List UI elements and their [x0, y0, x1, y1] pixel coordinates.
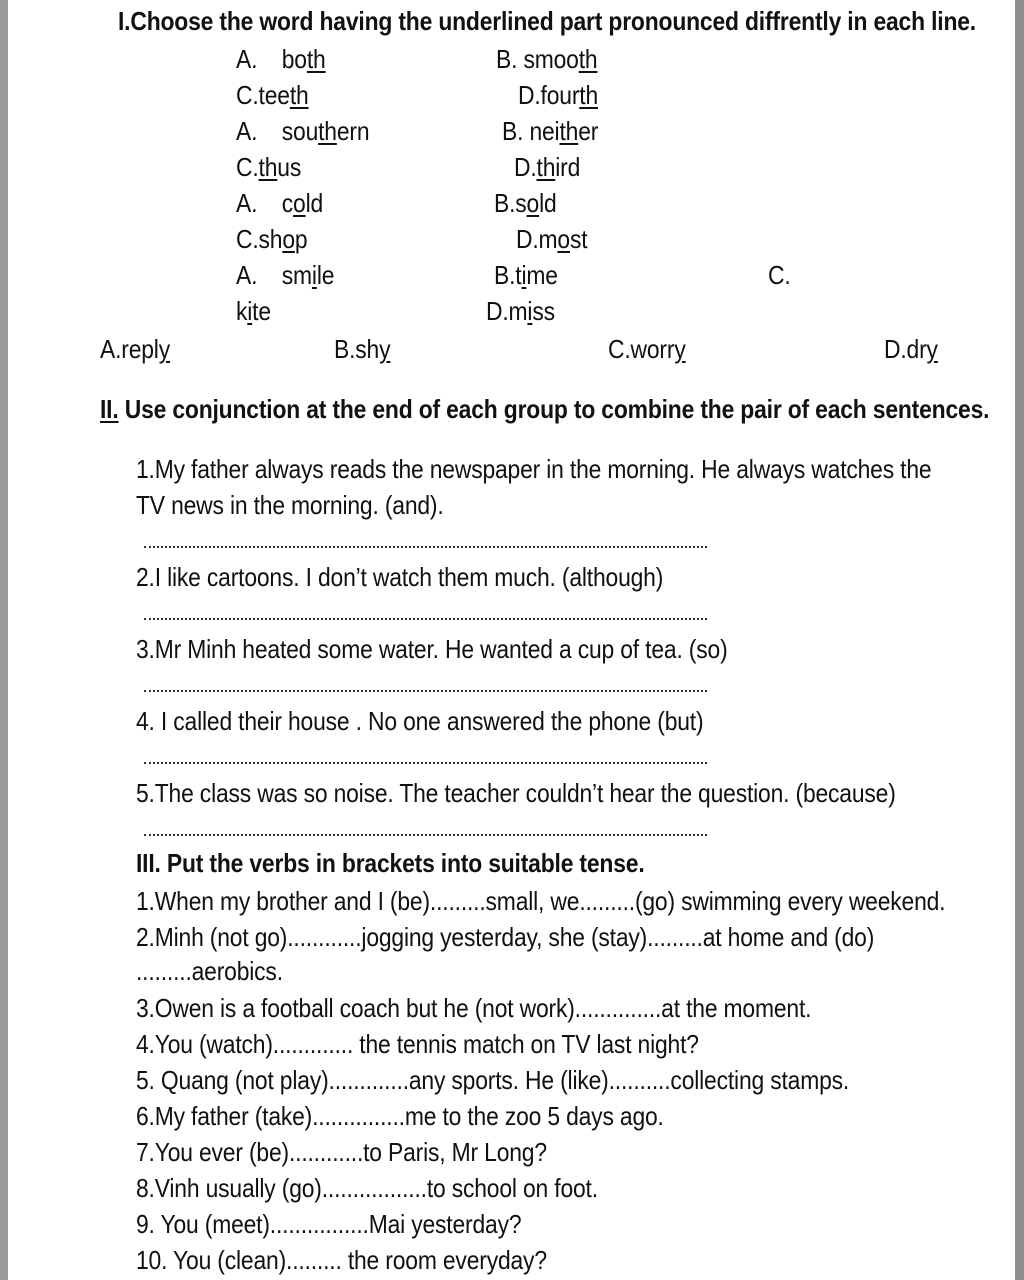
s3-line-5: 5. Quang (not play).............any sports. He (like)..........collecting stamps.	[136, 1065, 850, 1095]
answer-line-1[interactable]	[144, 546, 707, 548]
s3-line-10: 10. You (clean)......... the room everyday?	[136, 1245, 547, 1275]
s3-line-3: 3.Owen is a football coach but he (not work)..............at the moment.	[136, 993, 812, 1023]
q4-option-d: D.miss	[486, 296, 555, 326]
s3-line-1: 1.When my brother and I (be).........small, we.........(go) swimming every weekend.	[136, 886, 946, 916]
q2-option-a: A. southern	[236, 116, 370, 146]
s3-line-8: 8.Vinh usually (go).................to school on foot.	[136, 1173, 598, 1203]
s2-item-1-line-1: 1.My father always reads the newspaper in the morning. He always watches the	[136, 454, 932, 484]
q1-option-d: D.fourth	[518, 80, 599, 110]
answer-line-3[interactable]	[144, 690, 707, 692]
answer-line-4[interactable]	[144, 762, 707, 764]
q3-option-d: D.most	[516, 224, 588, 254]
viewer-frame-right	[1015, 0, 1024, 1280]
q1-option-a: A. both	[236, 44, 326, 74]
q4-option-a: A. smile	[236, 260, 335, 290]
s3-line-2-cont: .........aerobics.	[136, 956, 283, 986]
q2-option-d: D.third	[514, 152, 581, 182]
q1-option-c: C.teeth	[236, 80, 309, 110]
q5-option-d: D.dry	[884, 334, 938, 364]
answer-line-5[interactable]	[144, 834, 707, 836]
q1-option-b: B. smooth	[496, 44, 598, 74]
s2-item-4: 4. I called their house . No one answered the phone (but)	[136, 706, 704, 736]
q5-option-b: B.shy	[334, 334, 391, 364]
s2-item-3: 3.Mr Minh heated some water. He wanted a cup of tea. (so)	[136, 634, 728, 664]
s2-item-5: 5.The class was so noise. The teacher couldn’t hear the question. (because)	[136, 778, 896, 808]
q3-option-a: A. cold	[236, 188, 324, 218]
q4-option-c-label: C.	[768, 260, 791, 290]
document-page	[8, 0, 1015, 1280]
q3-option-c: C.shop	[236, 224, 308, 254]
viewer-frame-left	[0, 0, 8, 1280]
q4-option-c-word: kite	[236, 296, 271, 326]
s3-line-6: 6.My father (take)...............me to the zoo 5 days ago.	[136, 1101, 664, 1131]
q5-option-a: A.reply	[100, 334, 171, 364]
q2-option-b: B. neither	[502, 116, 599, 146]
q3-option-b: B.sold	[494, 188, 557, 218]
section3-title: III. Put the verbs in brackets into suitable tense.	[136, 848, 645, 878]
s3-line-9: 9. You (meet)................Mai yesterday?	[136, 1209, 522, 1239]
q5-option-c: C.worry	[608, 334, 686, 364]
q2-option-c: C.thus	[236, 152, 302, 182]
s3-line-4: 4.You (watch)............. the tennis match on TV last night?	[136, 1029, 699, 1059]
q4-option-b: B.time	[494, 260, 558, 290]
s3-line-2: 2.Minh (not go)............jogging yesterday, she (stay).........at home and (do)	[136, 922, 875, 952]
section1-title: I.Choose the word having the underlined part pronounced diffrently in each line.	[118, 6, 976, 36]
answer-line-2[interactable]	[144, 618, 707, 620]
s3-line-7: 7.You ever (be)............to Paris, Mr Long?	[136, 1137, 547, 1167]
s2-item-2: 2.I like cartoons. I don’t watch them much. (although)	[136, 562, 664, 592]
section2-title: II. Use conjunction at the end of each group to combine the pair of each sentences.	[100, 394, 990, 424]
s2-item-1-line-2: TV news in the morning. (and).	[136, 490, 444, 520]
